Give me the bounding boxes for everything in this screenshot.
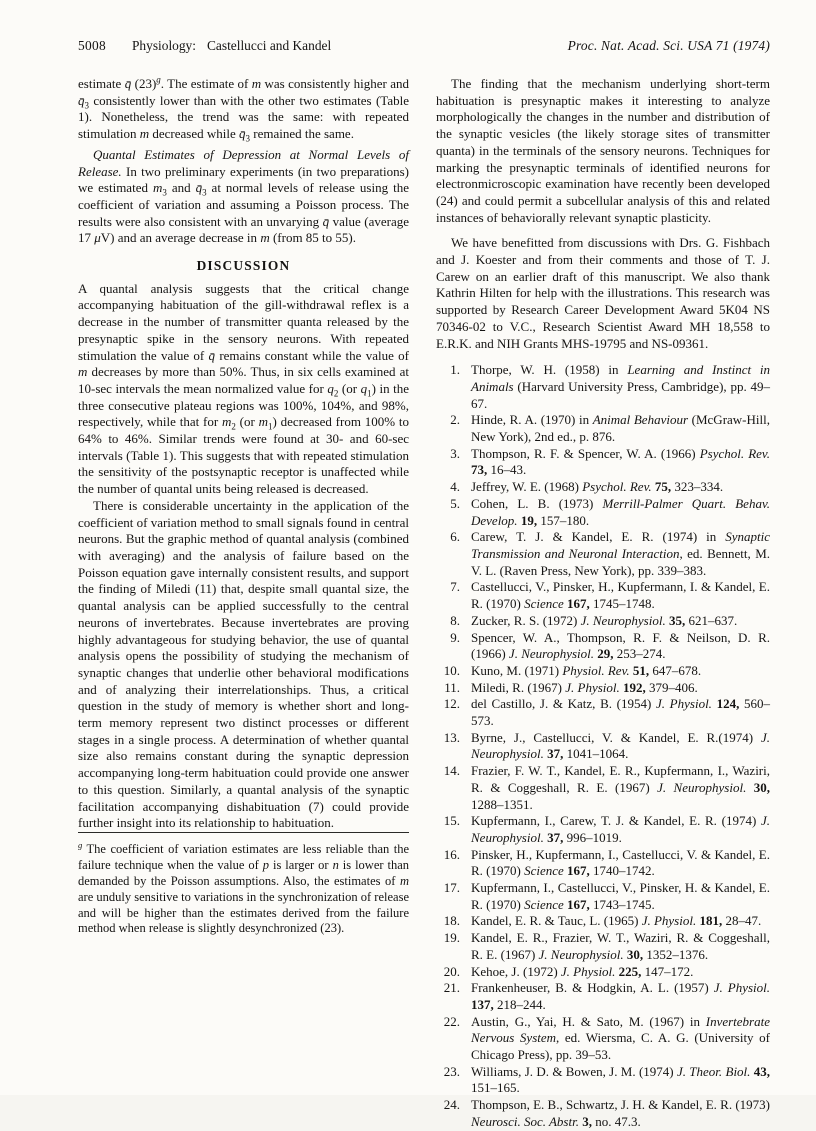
two-column-body bbox=[78, 76, 770, 1131]
reference-item bbox=[436, 730, 770, 763]
reference-item bbox=[436, 613, 770, 630]
reference-item bbox=[436, 496, 770, 529]
reference-text: Thompson, E. B., Schwartz, J. H. & Kandel, E. R. (1973) Neurosci. Soc. Abstr. 3, no. 47.3. bbox=[471, 1097, 770, 1129]
reference-number: 7. bbox=[450, 579, 460, 595]
reference-number: 13. bbox=[443, 729, 460, 745]
reference-text: Byrne, J., Castellucci, V. & Kandel, E. R.(1974) J. Neurophysiol. 37, 1041–1064. bbox=[471, 729, 770, 762]
reference-item bbox=[436, 529, 770, 579]
reference-number: 16. bbox=[443, 846, 460, 862]
reference-number: 21. bbox=[443, 980, 460, 996]
body-paragraph: A quantal analysis suggests that the critical change accompanying habituation of the gill-withdrawal reflex is a decrease in the number of transmitter quanta released by the presynaptic spike in the sensory neurons. With repeated stimulation the value of q̄ remains constant while the value of m decreases by more than 50%. Thus, in six cells examined at 10-sec intervals the mean normalized value for $q_2$ (or $q_1$) in the three consecutive plateau regions was 100%, 104%, and 98%, respectively, while that for $m_2$ (or $m_1$) decreased from 100% to 64% to 46%. Similar trends were found at 30- and 60-sec intervals (Table 1). This suggests that with repeated stimulation the sensitivity of the postsynaptic receptor is unaffected while the number of quantal units being released is decreased. bbox=[78, 280, 409, 497]
reference-number: 22. bbox=[443, 1013, 460, 1029]
reference-item bbox=[436, 680, 770, 697]
reference-item bbox=[436, 913, 770, 930]
reference-item bbox=[436, 880, 770, 913]
reference-item bbox=[436, 1097, 770, 1130]
reference-item bbox=[436, 479, 770, 496]
reference-number: 24. bbox=[443, 1097, 460, 1113]
reference-item bbox=[436, 1014, 770, 1064]
page-number: 5008 bbox=[78, 38, 106, 53]
reference-number: 15. bbox=[443, 813, 460, 829]
reference-text: Miledi, R. (1967) J. Physiol. 192, 379–406. bbox=[471, 679, 698, 695]
reference-number: 12. bbox=[443, 696, 460, 712]
running-header-left bbox=[78, 38, 331, 54]
reference-number: 18. bbox=[443, 913, 460, 929]
body-paragraph: There is considerable uncertainty in the application of the coefficient of variation method to small signals found in central neurons. But the graphic method of quantal analysis (combined with averaging) and the analysis of failure based on the Poisson equation gave internally consistent results, and support the finding of Miledi (11) that, despite small quantal size, the quantal analysis can be applied successfully to the central neurons of invertebrates. Because invertebrates are proving highly advantageous for studying behavior, the use of quantal analysis opens the possibility of studying the mechanism of synaptic changes that underlie other behavioral modifications and of analyzing their interrelationships. Thus, a critical question in the study of memory is whether short and long-term memory represent two distinct processes or different stages in a single process. A determination of whether quantal size also remains constant during the synaptic depression accompanying long-term habituation could provide one answer to this question. Similarly, a quantal analysis of the synaptic facilitation accompanying dishabituation (7) could provide further insight into its relationship to habituation. bbox=[78, 497, 409, 831]
reference-number: 20. bbox=[443, 963, 460, 979]
right-column bbox=[436, 76, 770, 1131]
journal-citation: Proc. Nat. Acad. Sci. USA 71 (1974) bbox=[567, 38, 770, 53]
reference-number: 2. bbox=[450, 412, 460, 428]
reference-item bbox=[436, 446, 770, 479]
reference-number: 10. bbox=[443, 662, 460, 678]
reference-number: 4. bbox=[450, 479, 460, 495]
references-list bbox=[436, 362, 770, 1130]
reference-item bbox=[436, 813, 770, 846]
reference-item bbox=[436, 630, 770, 663]
reference-text: Austin, G., Yai, H. & Sato, M. (1967) in Invertebrate Nervous System, ed. Wiersma, C. A. G. (University of Chicago Press), pp. 39–53. bbox=[471, 1013, 770, 1063]
discussion-heading: DISCUSSION bbox=[196, 258, 291, 274]
running-header bbox=[78, 38, 770, 54]
reference-item bbox=[436, 362, 770, 412]
reference-item bbox=[436, 964, 770, 981]
acknowledgments-paragraph: We have benefitted from discussions with Drs. G. Fishbach and J. Koester and from their comments and those of T. J. Carew on an earlier draft of this manuscript. We also thank Kathrin Hilten for help with the illustrations. This research was supported by Research Career Development Award 5K04 NS 70346-02 to V.C., Research Scientist Award MH 18,558 to E.R.K. and NIH Grants MHS-19795 and NS-09361. bbox=[436, 235, 770, 351]
reference-number: 5. bbox=[450, 495, 460, 511]
reference-text: Jeffrey, W. E. (1968) Psychol. Rev. 75, 323–334. bbox=[471, 479, 724, 495]
reference-text: Pinsker, H., Kupfermann, I., Castellucci, V. & Kandel, E. R. (1970) Science 167, 1740–1742. bbox=[471, 846, 770, 879]
reference-item bbox=[436, 763, 770, 813]
reference-text: Williams, J. D. & Bowen, J. M. (1974) J. Theor. Biol. 43, 151–165. bbox=[471, 1063, 771, 1096]
reference-number: 14. bbox=[443, 763, 460, 779]
reference-number: 6. bbox=[450, 529, 460, 545]
reference-text: del Castillo, J. & Katz, B. (1954) J. Physiol. 124, 560–573. bbox=[471, 696, 771, 729]
reference-text: Castellucci, V., Pinsker, H., Kupfermann, I. & Kandel, E. R. (1970) Science 167, 1745–1748. bbox=[471, 579, 770, 612]
reference-item bbox=[436, 980, 770, 1013]
reference-item bbox=[436, 930, 770, 963]
reference-number: 19. bbox=[443, 930, 460, 946]
reference-item bbox=[436, 1064, 770, 1097]
reference-text: Kandel, E. R. & Tauc, L. (1965) J. Physiol. 181, 28–47. bbox=[471, 913, 762, 929]
reference-item bbox=[436, 579, 770, 612]
reference-number: 11. bbox=[444, 679, 460, 695]
reference-text: Kehoe, J. (1972) J. Physiol. 225, 147–172. bbox=[471, 963, 694, 979]
reference-text: Zucker, R. S. (1972) J. Neurophysiol. 35, 621–637. bbox=[471, 612, 738, 628]
body-paragraph: estimate q̄ $(23)^g$. The estimate of m was consistently higher and $q̄_3$ consistently lower than with the other two estimates (Table 1). Nonetheless, the trend was the same: with repeated stimulation m decreased while $q̄_3$ remained the same. bbox=[78, 74, 409, 144]
reference-text: Frankenheuser, B. & Hodgkin, A. L. (1957) J. Physiol. 137, 218–244. bbox=[471, 980, 771, 1012]
reference-text: Hinde, R. A. (1970) in Animal Behaviour (McGraw-Hill, New York), 2nd ed., p. 876. bbox=[471, 412, 770, 445]
reference-number: 17. bbox=[443, 880, 460, 896]
reference-text: Cohen, L. B. (1973) Merrill-Palmer Quart. Behav. Develop. 19, 157–180. bbox=[471, 495, 770, 528]
reference-text: Frazier, F. W. T., Kandel, E. R., Kupfermann, I., Waziri, R. & Coggeshall, R. E. (1967) J. Neurophysiol. 30, 1288–1351. bbox=[471, 763, 771, 812]
reference-text: Kupfermann, I., Castellucci, V., Pinsker, H. & Kandel, E. R. (1970) Science 167, 1743–1745. bbox=[471, 880, 770, 912]
reference-text: Carew, T. J. & Kandel, E. R. (1974) in Synaptic Transmission and Neuronal Interaction, ed. Bennett, M. V. L. (Raven Press, New York), pp. 339–383. bbox=[471, 529, 770, 578]
reference-text: Spencer, W. A., Thompson, R. F. & Neilson, D. R. (1966) J. Neurophysiol. 29, 253–274. bbox=[471, 629, 770, 662]
running-authors: Castellucci and Kandel bbox=[206, 38, 332, 53]
reference-text: Thorpe, W. H. (1958) in Learning and Instinct in Animals (Harvard University Press, Cambridge), pp. 49–67. bbox=[471, 362, 770, 411]
reference-text: Kandel, E. R., Frazier, W. T., Waziri, R. & Coggeshall, R. E. (1967) J. Neurophysiol. 30, 1352–1376. bbox=[471, 930, 770, 962]
reference-item bbox=[436, 412, 770, 445]
reference-number: 9. bbox=[450, 629, 460, 645]
reference-number: 23. bbox=[443, 1063, 460, 1079]
body-paragraph: The finding that the mechanism underlying short-term habituation is presynaptic makes it interesting to analyze morphologically the changes in the number and distribution of the synaptic vesicles (the likely storage sites of transmitter quanta) in the terminals of the sensory neurons. Techniques for marking the presynaptic terminals of identified neurons for electronmicroscopic examination have recently been developed (24) and could permit a subcellular analysis of this and related instances of behaviorally relevant synaptic plasticity. bbox=[436, 76, 770, 225]
reference-number: 8. bbox=[450, 612, 460, 628]
footnote: $^g$ The coefficient of variation estimates are less reliable than the failure technique when the value of p is larger or n is lower than demanded by the Poisson assumptions. Also, the estimates of m are unduly sensitive to variations in the synchronization of release and will be higher than the estimates derived from the failure method when release is slightly desynchronized (23). bbox=[78, 832, 409, 937]
reference-text: Thompson, R. F. & Spencer, W. A. (1966) Psychol. Rev. 73, 16–43. bbox=[471, 445, 770, 478]
reference-item bbox=[436, 663, 770, 680]
body-paragraph: Quantal Estimates of Depression at Normal Levels of Release. In two preliminary experiments (in two preparations) we estimated $m_3$ and $q̄_3$ at normal levels of release using the coefficient of variation and assuming a Poisson process. The results were also consistent with an unvarying q̄ value (average 17 μV) and an average decrease in m (from 85 to 55). bbox=[78, 146, 410, 246]
reference-text: Kuno, M. (1971) Physiol. Rev. 51, 647–678. bbox=[471, 662, 702, 678]
reference-item bbox=[436, 696, 770, 729]
left-column bbox=[78, 74, 410, 936]
section-label: Physiology: bbox=[131, 38, 196, 53]
reference-number: 3. bbox=[450, 445, 460, 461]
reference-number: 1. bbox=[450, 362, 460, 378]
reference-item bbox=[436, 847, 770, 880]
reference-text: Kupfermann, I., Carew, T. J. & Kandel, E. R. (1974) J. Neurophysiol. 37, 996–1019. bbox=[471, 813, 770, 845]
